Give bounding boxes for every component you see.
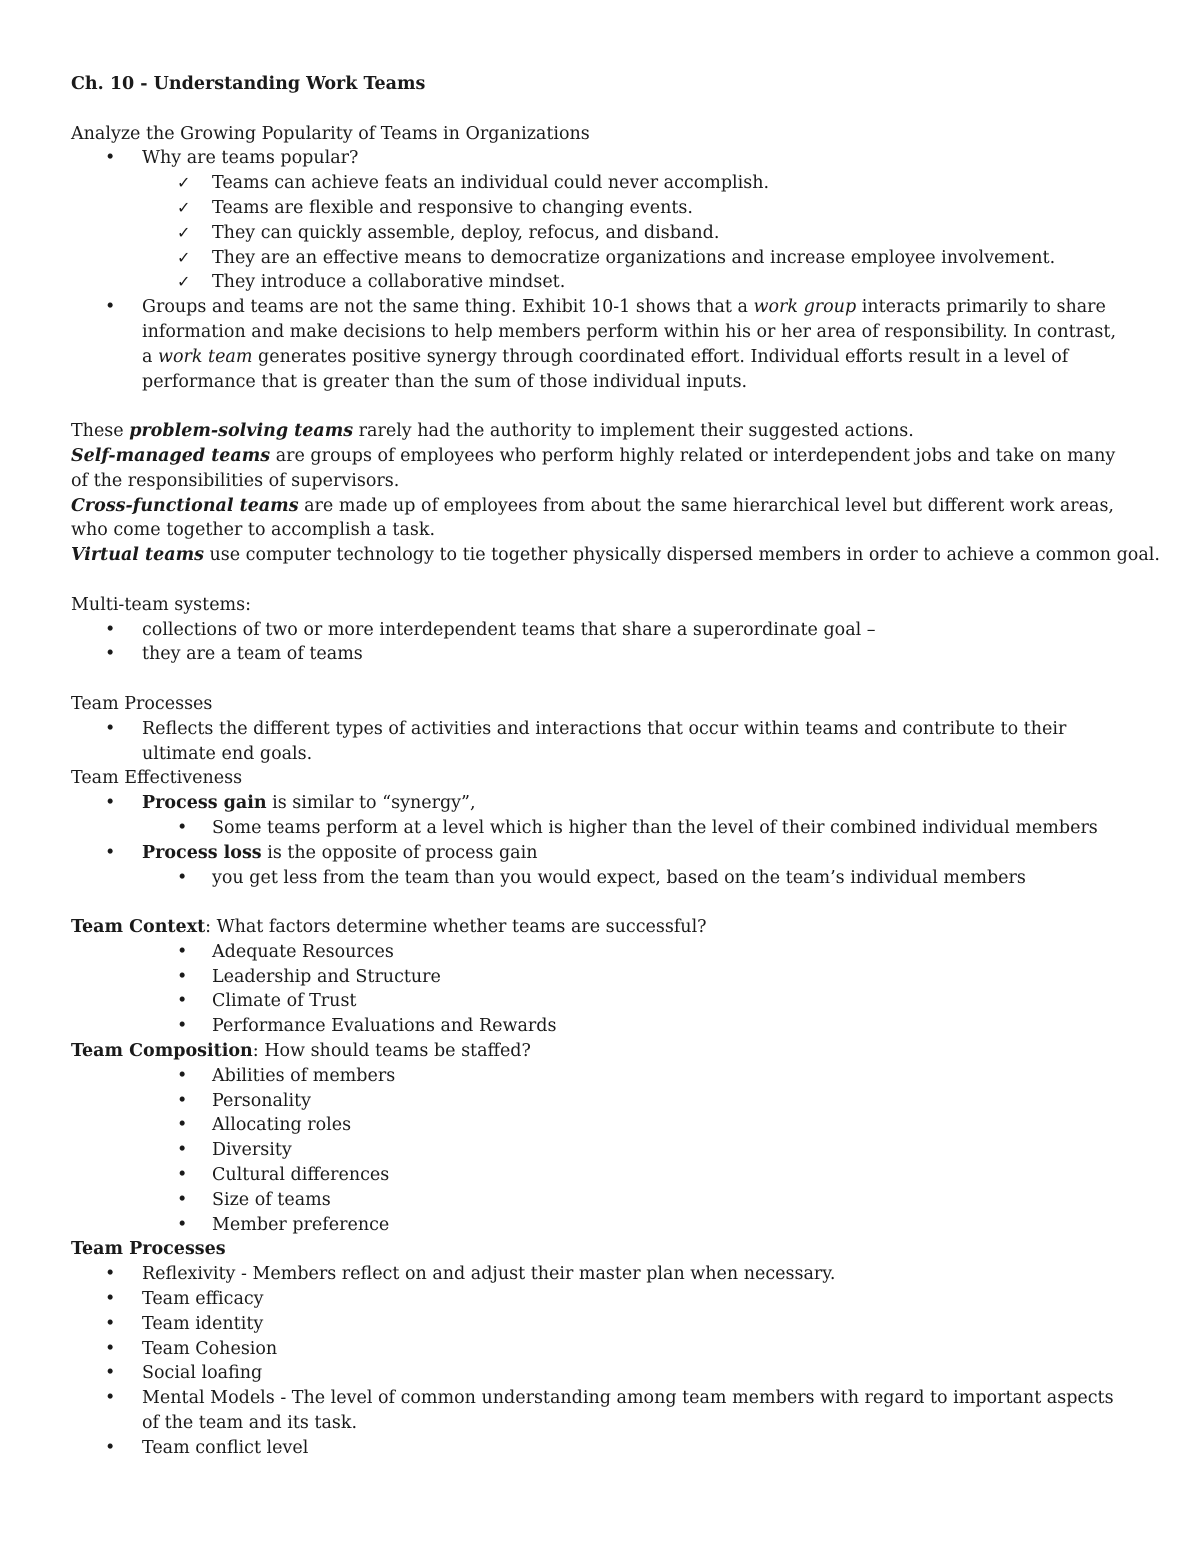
sub-bullet-item: • Climate of Trust [177,991,357,1012]
bullet-item: • Team identity [105,1313,264,1334]
bullet-item: • Team Cohesion [105,1338,278,1359]
check-item: ✓ Teams can achieve feats an individual could never accomplish. [71,171,1130,196]
paragraph-problem-solving: These problem-solving teams rarely had the authority to implement their suggested actions. [71,421,914,442]
sub-bullet-item: • you get less from the team than you would expect, based on the team’s individual members [177,867,1026,888]
bullet-item: • Reflects the different types of activities and interactions that occur within teams and contribute to their ultimate end goals. [105,718,1067,764]
check-icon: ✓ [177,247,191,267]
bullet-item: • Process loss is the opposite of process gain [105,842,538,863]
section-heading: Team Context: What factors determine whether teams are successful? [71,917,707,938]
sub-bullet-item: • Cultural differences [177,1165,390,1186]
check-item: ✓ They are an effective means to democratize organizations and increase employee involvement. [71,246,1130,271]
check-icon: ✓ [177,173,191,193]
check-item: ✓ Teams are flexible and responsive to changing events. [71,196,1130,221]
sub-bullet-item: • Adequate Resources [177,941,394,962]
bullet-item: • Team conflict level [105,1437,309,1458]
sub-bullet-item: • Leadership and Structure [177,966,441,987]
bullet-item: • collections of two or more interdependent teams that share a superordinate goal – [105,619,876,640]
section-heading: Team Composition: How should teams be staffed? [71,1041,531,1062]
bullet-item: • Social loafing [105,1363,263,1384]
check-item: ✓ They can quickly assemble, deploy, refocus, and disband. [71,221,1130,246]
section-heading: Analyze the Growing Popularity of Teams in Organizations [71,123,590,144]
bullet-item: • Reflexivity - Members reflect on and adjust their master plan when necessary. [105,1264,836,1285]
section-heading: Team Processes [71,693,213,714]
bullet-item: • Why are teams popular? [105,148,359,169]
bullet-item: • they are a team of teams [105,644,363,665]
bullet-item: • Team efficacy [105,1289,264,1310]
paragraph-virtual: Virtual teams use computer technology to tie together physically dispersed members in order to achieve a common goal. [71,545,1160,566]
check-item: ✓ They introduce a collaborative mindset. [71,270,1130,295]
sub-bullet-item: • Allocating roles [177,1115,352,1136]
sub-bullet-item: • Some teams perform at a level which is higher than the level of their combined individual members [177,817,1098,838]
sub-bullet-item: • Member preference [177,1214,390,1235]
bullet-item: • Mental Models - The level of common understanding among team members with regard to important aspects of the team and its task. [105,1388,1114,1434]
paragraph-cross-functional: Cross-functional teams are made up of employees from about the same hierarchical level but different work areas, who come together to accomplish a task. [71,495,1114,541]
document-title: Ch. 10 - Understanding Work Teams [71,74,426,94]
bullet-item: • Groups and teams are not the same thing. Exhibit 10-1 shows that a work group interacts primarily to share information and make decisions to help members perform within his or her area of responsibility. In contrast, a work team generates positive synergy through coordinated effort. Individual efforts result in a level of performance that is greater than the sum of those individual inputs. [105,297,1117,392]
paragraph-self-managed: Self-managed teams are groups of employees who perform highly related or interdependent jobs and take on many of the responsibilities of supervisors. [71,445,1116,491]
sub-bullet-item: • Performance Evaluations and Rewards [177,1016,557,1037]
sub-bullet-item: • Personality [177,1090,312,1111]
section-heading: Multi-team systems: [71,594,252,615]
check-icon: ✓ [177,222,191,242]
section-heading: Team Effectiveness [71,768,243,789]
section-heading: Team Processes [71,1239,226,1260]
check-icon: ✓ [177,197,191,217]
sub-bullet-item: • Size of teams [177,1189,331,1210]
check-icon: ✓ [177,272,191,292]
bullet-item: • Process gain is similar to “synergy”, [105,793,476,814]
sub-bullet-item: • Abilities of members [177,1065,396,1086]
sub-bullet-item: • Diversity [177,1140,292,1161]
